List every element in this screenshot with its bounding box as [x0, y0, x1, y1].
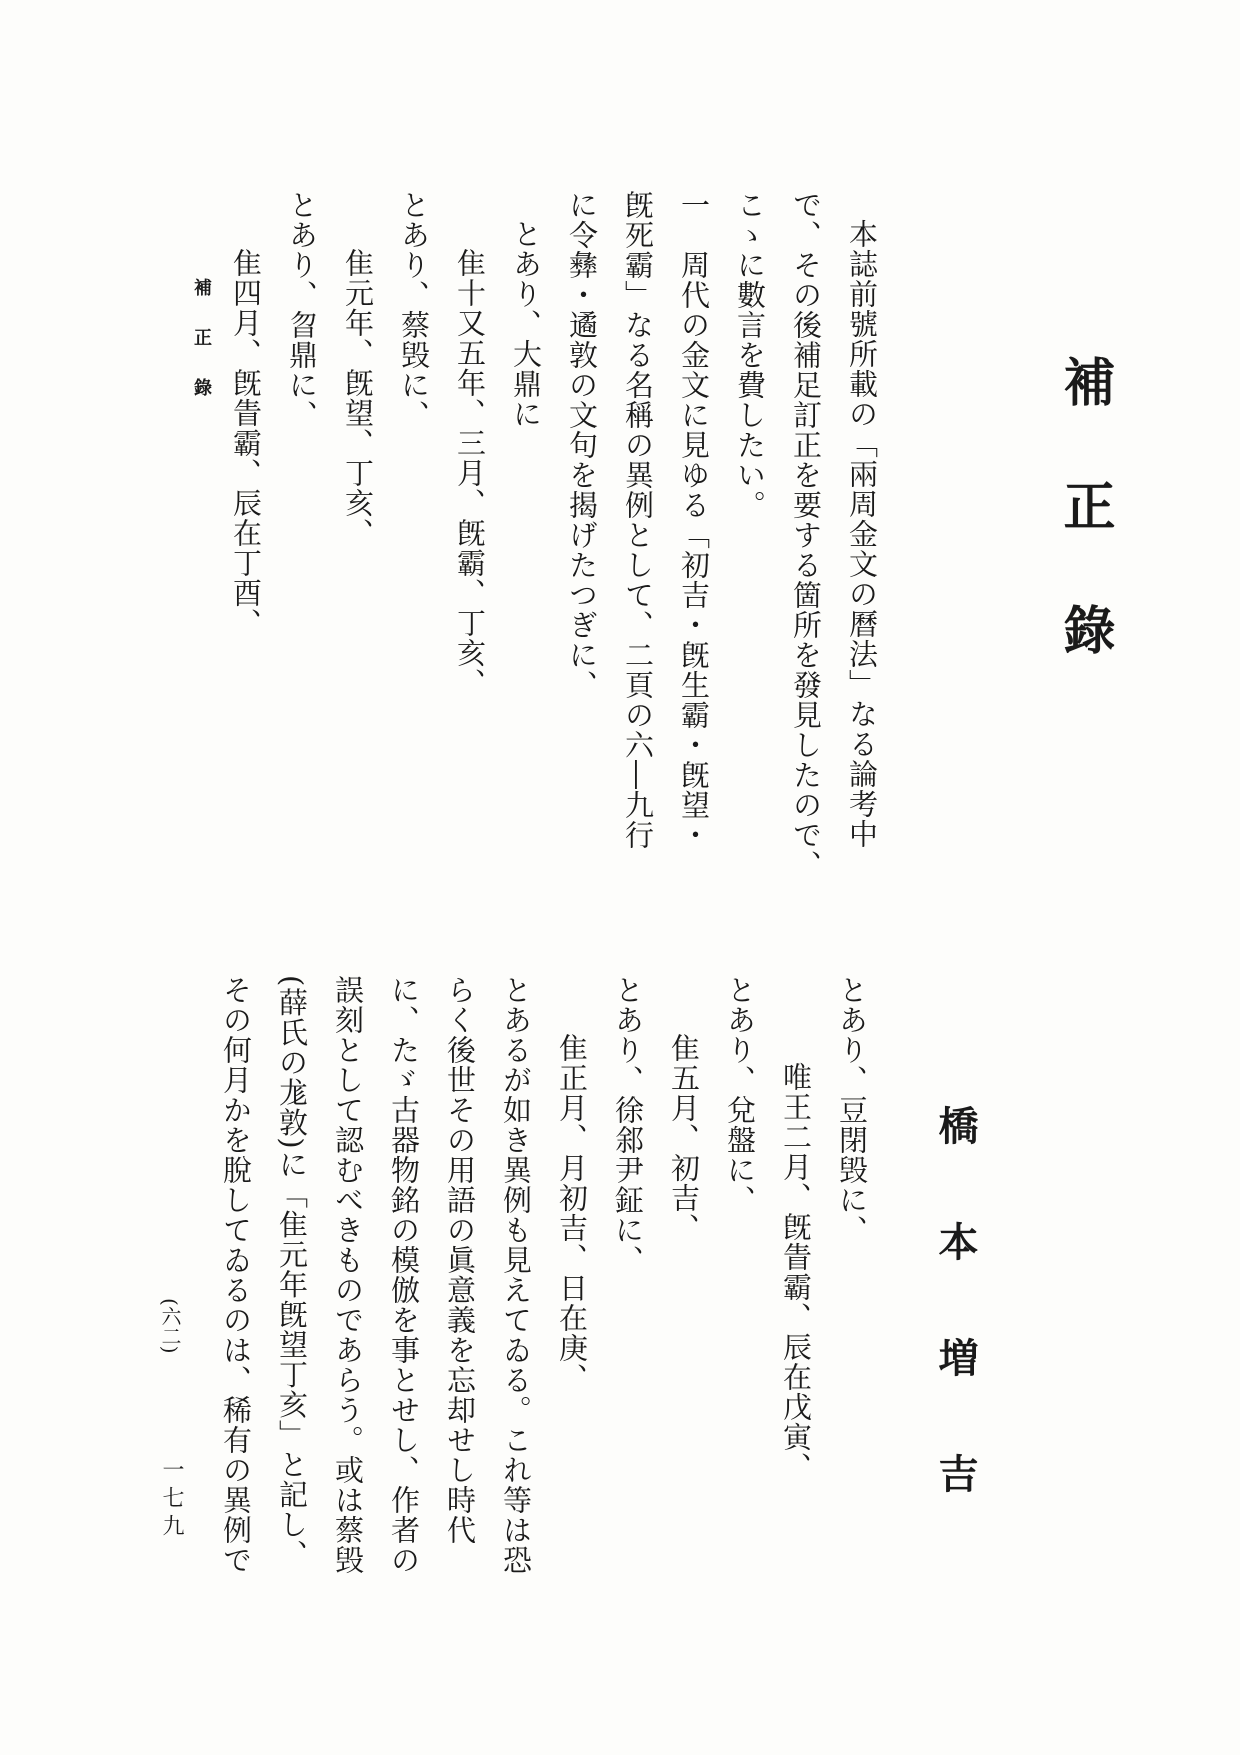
text-line: 誤刻として認むべきものであらう。或は蔡毁 — [331, 975, 365, 1575]
page-number: 一七九 — [159, 1458, 184, 1542]
text-line: その何月かを脫してゐるのは、稀有の異例で — [219, 975, 253, 1575]
author-name: 橋本増吉 — [932, 1105, 979, 1569]
text-line: とあり、兌盤に、 — [723, 975, 757, 1215]
text-line: 一 周代の金文に見ゆる「初吉・旣生霸・旣望・ — [677, 190, 711, 850]
text-line: 隹元年、旣望、丁亥、 — [341, 248, 375, 548]
text-line: 本誌前號所載の「兩周金文の曆法」なる論考中 — [845, 219, 879, 849]
page-number-parenthetical: (六二) — [158, 1298, 182, 1354]
text-line: 旣死霸」なる名稱の異例として、二頁の六―九行 — [621, 190, 655, 850]
article-title: 補正錄 — [1054, 355, 1115, 727]
text-line: に、たゞ古器物銘の模倣を事とせし、作者の — [387, 975, 421, 1575]
running-head: 補正錄 — [191, 278, 212, 428]
text-line: とあり、大鼎に — [509, 219, 543, 429]
text-line: 隹正月、月初吉、日在庚、 — [555, 1033, 589, 1393]
text-line: こゝに數言を費したい。 — [733, 190, 767, 520]
text-line: に令彝・遹敦の文句を揭げたつぎに、 — [565, 190, 599, 700]
text-line: らく後世その用語の眞意義を忘却せし時代 — [443, 975, 477, 1545]
text-line: 隹十又五年、三月、旣霸、丁亥、 — [453, 248, 487, 698]
text-line: (薛氏の尨敦)に「隹元年旣望丁亥」と記し、 — [275, 975, 309, 1570]
text-line: とあり、徐䣄尹鉦に、 — [611, 975, 645, 1275]
text-line: とあり、曶鼎に、 — [285, 190, 319, 430]
text-line: で、その後補足訂正を要する箇所を發見したので、 — [789, 190, 823, 880]
text-line: とあり、豆閉毁に、 — [835, 975, 869, 1245]
text-line: とあるが如き異例も見えてゐる。これ等は恐 — [499, 975, 533, 1575]
text-line: 隹五月、初吉、 — [667, 1033, 701, 1243]
text-line: 唯王二月、旣眚霸、辰在戊寅、 — [779, 1062, 813, 1482]
upper-text-block — [172, 190, 890, 890]
text-line: とあり、蔡毁に、 — [397, 190, 431, 430]
lower-text-block — [215, 975, 880, 1615]
text-line: 隹四月、旣眚霸、辰在丁酉、 — [229, 248, 263, 638]
